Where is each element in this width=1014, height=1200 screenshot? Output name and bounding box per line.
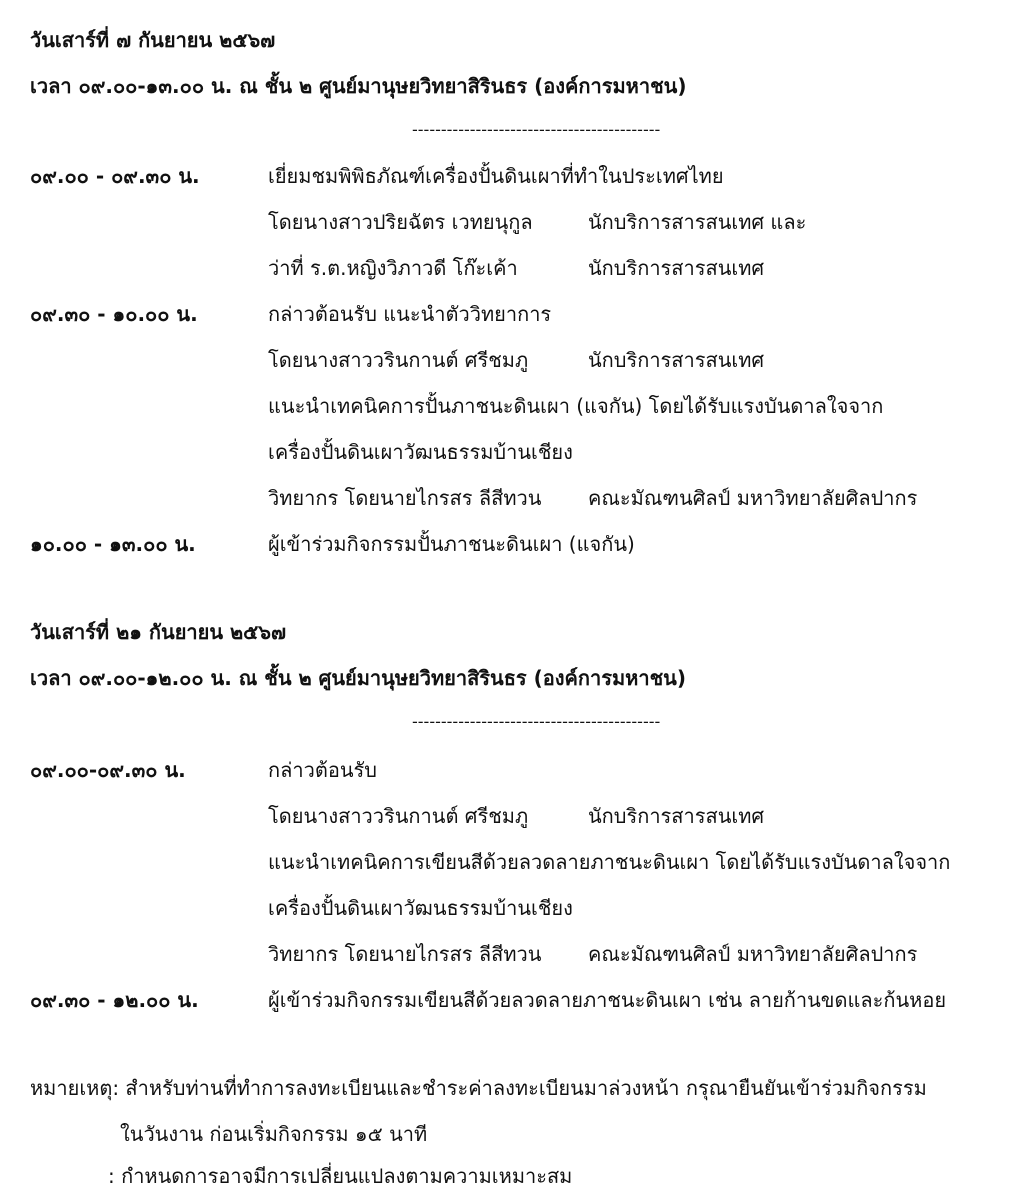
day1-item2-desc2: เครื่องปั้นดินเผาวัฒนธรรมบ้านเชียง [268, 440, 573, 464]
day2-item1-speaker-role: นักบริการสารสนเทศ [588, 804, 765, 828]
notes-line1: หมายเหตุ: สำหรับท่านที่ทำการลงทะเบียนและชำระค่าลงทะเบียนมาล่วงหน้า กรุณายืนยันเข้าร่วมกิจกรรม [30, 1076, 927, 1100]
day1-separator: ------------------------------------------- [412, 120, 661, 139]
day1-item1-speaker1-role: นักบริการสารสนเทศ และ [588, 210, 807, 234]
day1-item1-time: ๐๙.๐๐ - ๐๙.๓๐ น. [30, 164, 200, 188]
day2-item2-time: ๐๙.๓๐ - ๑๒.๐๐ น. [30, 988, 199, 1012]
day1-item1-speaker2-name: ว่าที่ ร.ต.หญิงวิภาวดี โก๊ะเค้า [268, 256, 518, 280]
day1-item1-speaker1-name: โดยนางสาวปริยฉัตร เวทยนุกูล [268, 210, 533, 234]
day1-item2-lecturer-name: วิทยากร โดยนายไกรสร ลีสีทวน [268, 486, 542, 510]
day1-item1-speaker2-role: นักบริการสารสนเทศ [588, 256, 765, 280]
day2-item1-speaker-name: โดยนางสาววรินกานต์ ศรีชมภู [268, 804, 529, 828]
day1-item2-speaker-name: โดยนางสาววรินกานต์ ศรีชมภู [268, 348, 529, 372]
day1-item2-title: กล่าวต้อนรับ แนะนำตัววิทยาการ [268, 302, 552, 326]
day2-item1-title: กล่าวต้อนรับ [268, 758, 377, 782]
day1-item3-title: ผู้เข้าร่วมกิจกรรมปั้นภาชนะดินเผา (แจกัน) [268, 532, 635, 556]
notes-line3: : กำหนดการอาจมีการเปลี่ยนแปลงตามความเหมาะสม [108, 1164, 573, 1188]
day2-venue: เวลา ๐๙.๐๐-๑๒.๐๐ น. ณ ชั้น ๒ ศูนย์มานุษยวิทยาสิรินธร (องค์การมหาชน) [30, 666, 686, 690]
day1-item2-speaker-role: นักบริการสารสนเทศ [588, 348, 765, 372]
day2-item1-desc1: แนะนำเทคนิคการเขียนสีด้วยลวดลายภาชนะดินเผา โดยได้รับแรงบันดาลใจจาก [268, 850, 951, 874]
day1-item2-lecturer-role: คณะมัณฑนศิลป์ มหาวิทยาลัยศิลปากร [588, 486, 918, 510]
day2-date: วันเสาร์ที่ ๒๑ กันยายน ๒๕๖๗ [30, 620, 287, 644]
day1-item2-desc1: แนะนำเทคนิคการปั้นภาชนะดินเผา (แจกัน) โดยได้รับแรงบันดาลใจจาก [268, 394, 884, 418]
day2-separator: ------------------------------------------- [412, 712, 661, 731]
day2-item1-lecturer-role: คณะมัณฑนศิลป์ มหาวิทยาลัยศิลปากร [588, 942, 918, 966]
day1-item1-title: เยี่ยมชมพิพิธภัณฑ์เครื่องปั้นดินเผาที่ทำในประเทศไทย [268, 164, 724, 188]
day1-venue: เวลา ๐๙.๐๐-๑๓.๐๐ น. ณ ชั้น ๒ ศูนย์มานุษยวิทยาสิรินธร (องค์การมหาชน) [30, 74, 687, 98]
day1-item2-time: ๐๙.๓๐ - ๑๐.๐๐ น. [30, 302, 198, 326]
day2-item1-time: ๐๙.๐๐-๐๙.๓๐ น. [30, 758, 186, 782]
day2-item2-title: ผู้เข้าร่วมกิจกรรมเขียนสีด้วยลวดลายภาชนะดินเผา เช่น ลายก้านขดและก้นหอย [268, 988, 947, 1012]
day1-item3-time: ๑๐.๐๐ - ๑๓.๐๐ น. [30, 532, 196, 556]
day2-item1-lecturer-name: วิทยากร โดยนายไกรสร ลีสีทวน [268, 942, 542, 966]
day2-item1-desc2: เครื่องปั้นดินเผาวัฒนธรรมบ้านเชียง [268, 896, 573, 920]
day1-date: วันเสาร์ที่ ๗ กันยายน ๒๕๖๗ [30, 28, 276, 52]
notes-line2: ในวันงาน ก่อนเริ่มกิจกรรม ๑๕ นาที [120, 1122, 428, 1146]
